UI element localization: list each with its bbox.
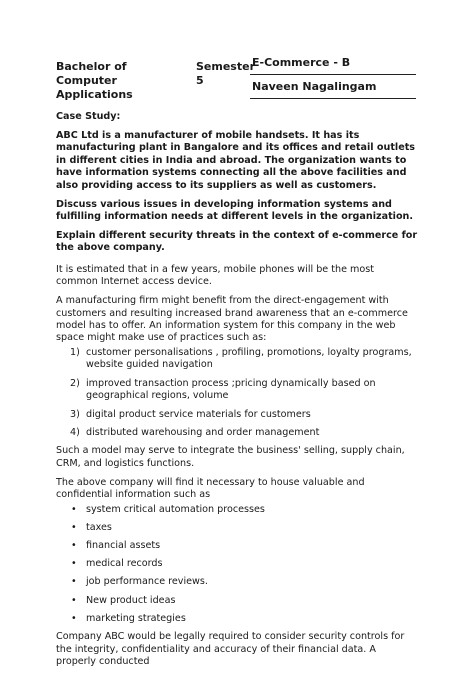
list-item: • New product ideas <box>71 594 176 606</box>
question-1: Discuss various issues in developing information systems and fulfilling information needs at different levels in the organization. <box>56 198 414 223</box>
list-item: • system critical automation processes <box>71 503 265 515</box>
bullet-icon: • <box>71 576 77 588</box>
bullet-icon: • <box>71 539 77 551</box>
list-item: • marketing strategies <box>71 612 186 624</box>
case-study-intro: ABC Ltd is a manufacturer of mobile handsets. It has its manufacturing plant in Bangalore and its offices and retail outlets in different cities in India and abroad. The organization wants to have information systems connecting all the above facilities and also providing access to its suppliers as well as customers. <box>56 130 415 191</box>
confidential-info-list <box>56 504 418 626</box>
case-study-heading: Case Study: <box>56 111 121 122</box>
document-body <box>56 111 418 675</box>
bullet-icon: • <box>71 594 77 606</box>
bullet-icon: • <box>71 521 77 533</box>
list-item: 3) digital product service materials for customers <box>70 408 311 420</box>
bullet-icon: • <box>71 612 77 624</box>
list-item: 1) customer personalisations , profiling, promotions, loyalty programs, website guided navigation <box>70 346 412 371</box>
bullet-icon: • <box>71 558 77 570</box>
header-rule-top <box>250 74 416 75</box>
semester-label: Semester 5 <box>196 60 255 87</box>
list-item: • financial assets <box>71 539 161 551</box>
practices-list <box>56 347 418 439</box>
list-item: • medical records <box>71 558 163 570</box>
answer-paragraph-1: It is estimated that in a few years, mobile phones will be the most common Internet access device. <box>56 263 375 288</box>
list-item: 2) improved transaction process ;pricing dynamically based on geographical regions, volume <box>70 377 376 402</box>
bullet-icon: • <box>71 503 77 515</box>
program-name: Bachelor of Computer Applications <box>56 60 133 101</box>
list-item: 4) distributed warehousing and order management <box>70 426 320 438</box>
answer-paragraph-4: The above company will find it necessary to house valuable and confidential information such as <box>56 476 365 501</box>
subject-title: E-Commerce - B <box>252 56 351 69</box>
answer-paragraph-2: A manufacturing firm might benefit from the direct-engagement with customers and resulting increased brand awareness that an e-commerce model has to offer. An information system for this company in the web space might make use of practices such as: <box>56 295 408 344</box>
question-2: Explain different security threats in the context of e-commerce for the above company. <box>56 230 418 254</box>
author-name: Naveen Nagalingam <box>252 80 377 93</box>
answer-paragraph-5: Company ABC would be legally required to consider security controls for the integrity, confidentiality and accuracy of their financial data. A properly conducted <box>56 631 405 667</box>
list-item: • taxes <box>71 521 112 533</box>
answer-paragraph-3: Such a model may serve to integrate the business' selling, supply chain, CRM, and logistics functions. <box>56 445 405 469</box>
list-item: • job performance reviews. <box>71 576 208 588</box>
header-rule-bottom <box>250 98 416 99</box>
